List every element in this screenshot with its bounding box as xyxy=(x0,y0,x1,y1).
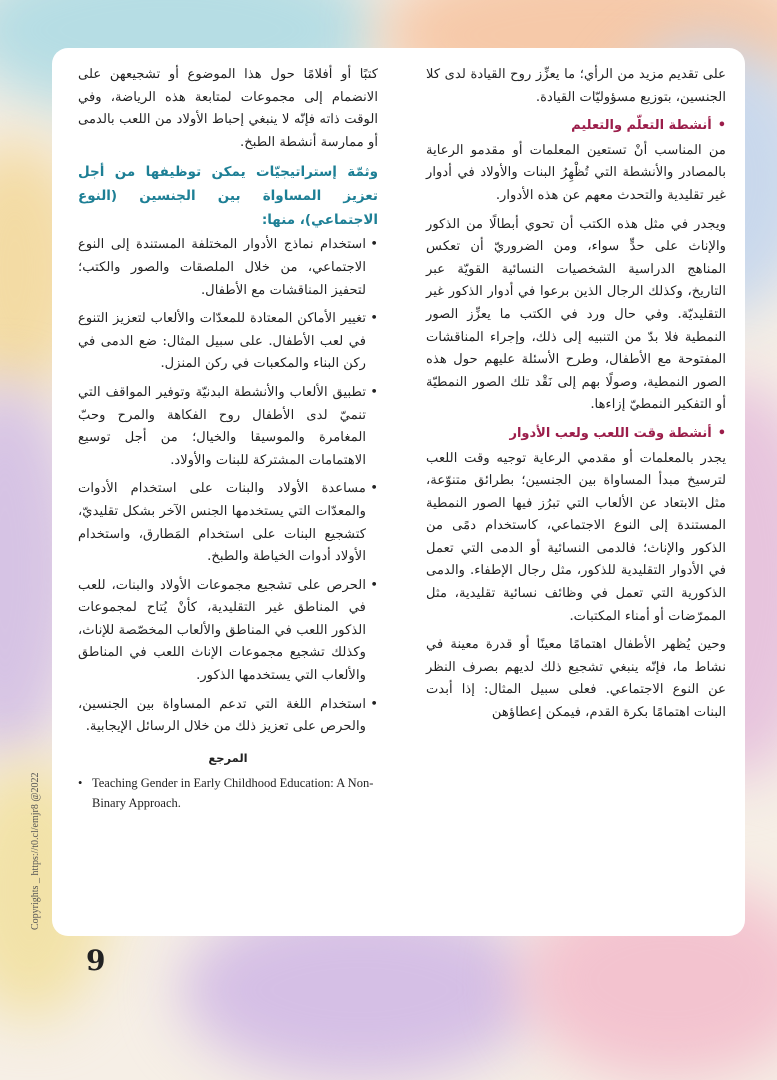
list-item-text: استخدام اللغة التي تدعم المساواة بين الجنسين، والحرص على تعزيز ذلك من خلال الرسائل الإيجابية. xyxy=(78,696,366,735)
content-card xyxy=(52,48,745,936)
strategies-list xyxy=(78,234,378,738)
list-item-text: تطبيق الألعاب والأنشطة البدنيّة وتوفير المواقف التي تنميّ لدى الأطفال روح الفكاهة والمرح وحبّ المغامرة والموسيقا والخيال؛ من أجل توسيع الاهتمامات المشتركة للبنات والأولاد. xyxy=(78,384,366,468)
bullet-dot-icon: • xyxy=(370,311,378,327)
right-intro-paragraph: على تقديم مزيد من الرأي؛ ما يعزِّز روح القيادة لدى كلا الجنسين، بتوزيع مسؤوليّات القيادة. xyxy=(426,67,726,105)
section-heading-play-text: أنشطة وقت اللعب ولعب الأدوار xyxy=(509,425,712,441)
bullet-dot-icon: • xyxy=(370,481,378,497)
list-item xyxy=(78,308,378,376)
right-column xyxy=(426,64,726,731)
list-item xyxy=(78,575,378,688)
reference-text: Teaching Gender in Early Childhood Education: A Non-Binary Approach. xyxy=(92,776,374,811)
list-item-text: تغيير الأماكن المعتادة للمعدّات والألعاب لتعزيز التنوع في لعب الأطفال. على سبيل المثال: ضع الدمى في ركن البناء والمكعبات في ركن المنزل. xyxy=(78,311,366,372)
list-item-text: الحرص على تشجيع مجموعات الأولاد والبنات، للعب في المناطق غير التقليدية، كأنْ يُتاح لمجموعات الذكور اللعب في المناطق والألعاب المخصّصة للإناث، وكذلك تشجيع مجموعات الإناث اللعب في المناطق والألعاب التي يستخدمها الذكور. xyxy=(78,577,366,684)
section-heading-learning-text: أنشطة التعلّم والتعليم xyxy=(571,118,712,134)
bullet-dot-icon: • xyxy=(370,384,378,400)
strategies-heading: وثمّة إستراتيجيّات يمكن توظيفها من أجل تعزيز المساواة بين الجنسين (النوع الاجتماعي)، منها: xyxy=(78,164,378,229)
play-paragraph-1: يجدر بالمعلمات أو مقدمي الرعاية توجيه وقت اللعب لترسيخ مبدأ المساواة بين الجنسين؛ بطرائق متنوّعة، مثل الابتعاد عن الألعاب التي تبرُز فيها الصور النمطية المستندة إلى النوع الاجتماعي، كاستخدام دمًى من الذكور والإناث؛ فالدمى النسائية أو الدمى التي تعمل في الأدوار التقليدية للذكور، مثل رجال الإطفاء. والدمى الذكورية التي تعمل في وظائف نسائية تقليدية، مثل الممرّضات أو أمناء المكتبات. xyxy=(426,450,726,624)
left-column xyxy=(78,64,378,813)
page-number: 9 xyxy=(86,944,106,977)
list-item-text: مساعدة الأولاد والبنات على استخدام الأدوات والمعدّات التي يستخدمها الجنس الآخر بشكل تقليديّ، كتشجيع البنات على استخدام المَطارق، واستخدام الأولاد أدوات الخياطة والطبخ. xyxy=(78,481,366,565)
list-item xyxy=(78,234,378,302)
bullet-dot-icon: • xyxy=(370,237,378,253)
references-title: المرجع xyxy=(208,750,248,765)
bullet-dot-icon: • xyxy=(717,425,726,441)
section-heading-learning xyxy=(426,115,726,138)
list-item xyxy=(78,478,378,568)
play-paragraph-2: وحين يُظهر الأطفال اهتمامًا معينًا أو قدرة معينة في نشاط ما، فإنّه ينبغي تشجيع ذلك لديهم بصرف النظر عن النوع الاجتماعي. فعلى سبيل المثال: إذا أبدت البنات اهتمامًا بكرة القدم، فيمكن إعطاؤهن xyxy=(426,637,726,721)
reference-item xyxy=(78,773,378,813)
left-intro-paragraph: كتبًا أو أفلامًا حول هذا الموضوع أو تشجيعهن على الانضمام إلى مجموعات لمتابعة هذه الرياضة، وفي الوقت ذاته فإنّه لا ينبغي إحباط الأولاد من اللعب بالدمى أو ممارسة أنشطة الطبخ. xyxy=(78,67,378,150)
copyright-note: Copyrights _ https://t0.cl/emjr8 @2022 xyxy=(30,772,41,930)
bullet-dot-icon: • xyxy=(78,776,83,791)
section-heading-play xyxy=(426,423,726,446)
bullet-dot-icon: • xyxy=(370,696,378,712)
list-item xyxy=(78,382,378,472)
bullet-dot-icon: • xyxy=(370,577,378,593)
list-item xyxy=(78,694,378,739)
list-item-text: استخدام نماذج الأدوار المختلفة المستندة إلى النوع الاجتماعي، من خلال الملصقات والصور والكتب؛ لتحفيز المناقشات مع الأطفال. xyxy=(78,237,366,298)
learning-paragraph-1: من المناسب أنْ تستعين المعلمات أو مقدمو الرعاية بالمصادر والأنشطة التي تُظْهِرُ البنات والأولاد في أدوار غير تقليدية والتحدث معهم عن هذه الأدوار. xyxy=(426,142,726,203)
bullet-dot-icon: • xyxy=(717,118,726,134)
learning-paragraph-2: ويجدر في مثل هذه الكتب أن تحوي أبطالًا من الذكور والإناث على حدٍّ سواء، ومن الضروريّ أن تعكس المناهج الدراسية الشخصيات النسائية القويّة عبر التاريخ، وكذلك الرجال الذين برعوا في أدوار الذكور غير التقليديّة. وفي حال ورد في الكتب ما يعزِّز الصور النمطية فلا بدّ من التنبيه إلى ذلك، وإجراء المناقشات المفتوحة مع الأطفال، وطرح الأسئلة عليهم حول هذه الصور النمطية، وصولًا بهم إلى نَقْد تلك الصور النمطيّة أو التفكير النمطيّ إزاءها. xyxy=(426,216,726,413)
